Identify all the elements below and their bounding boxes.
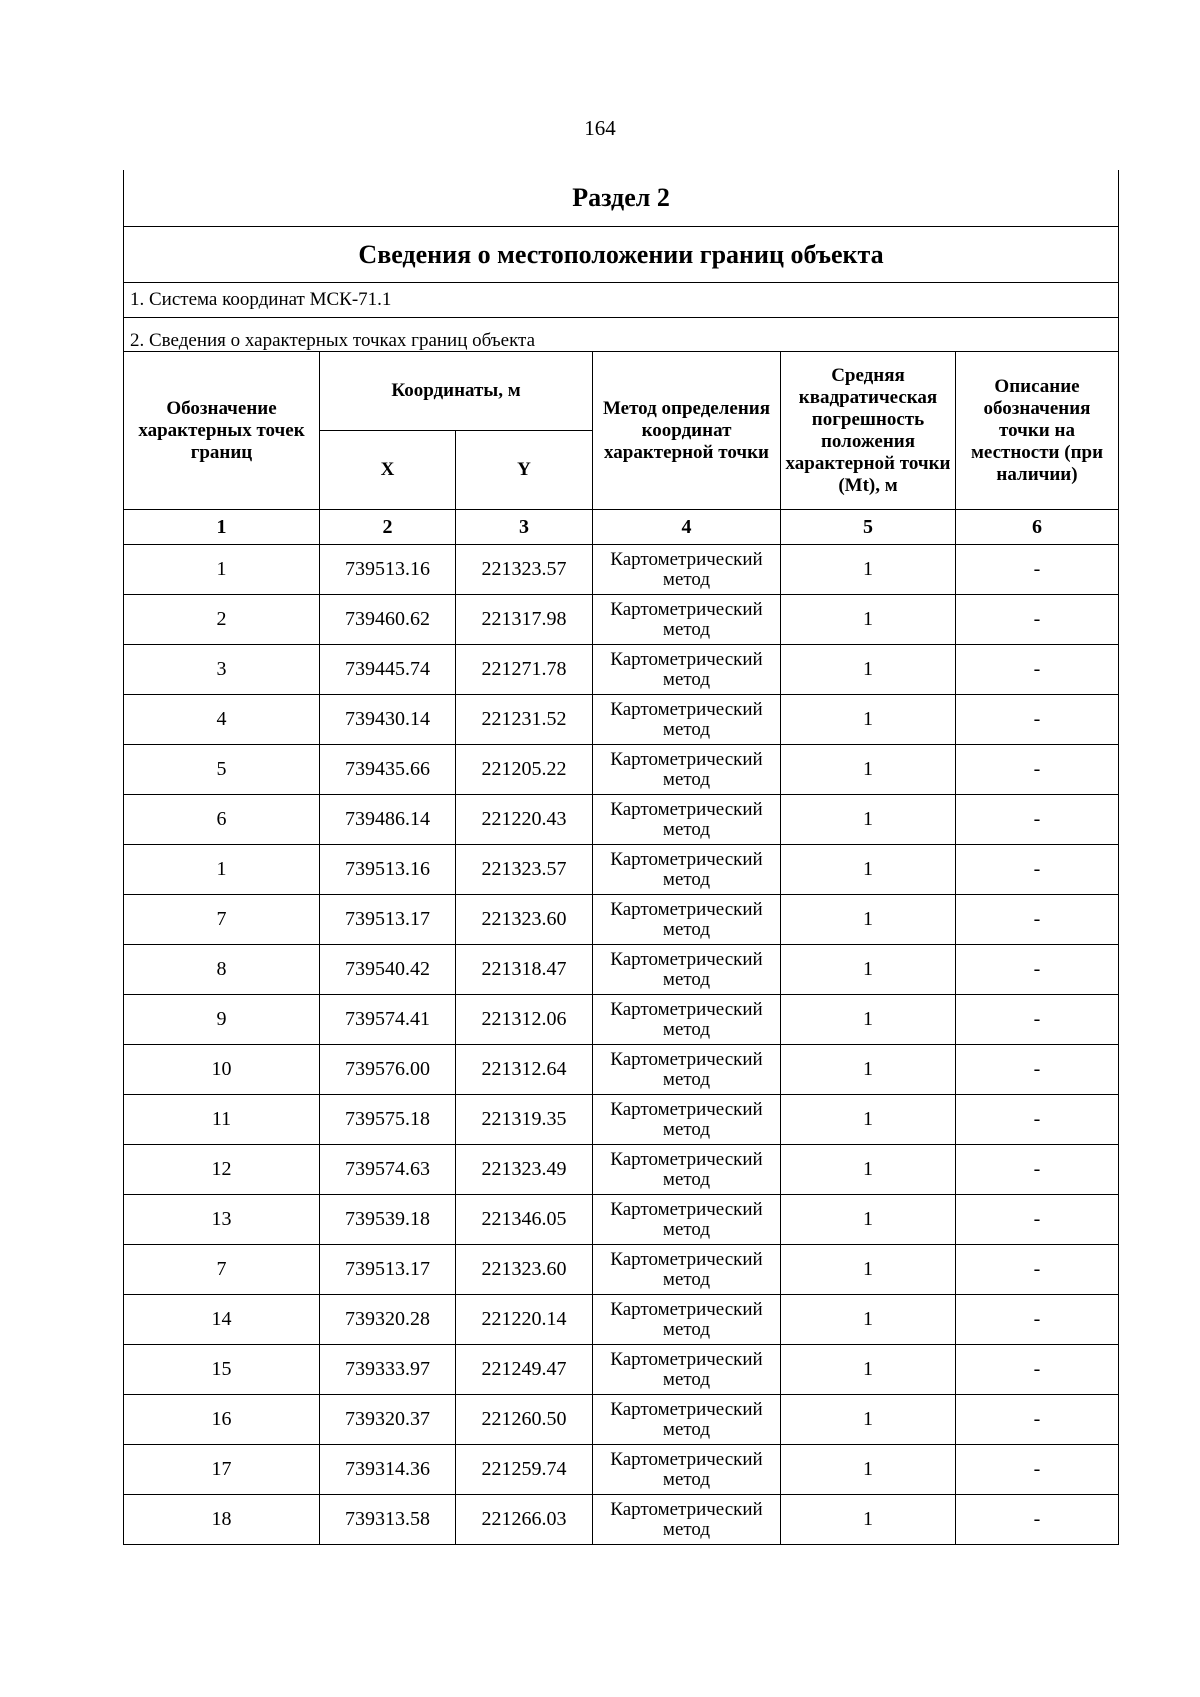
description-cell: -: [956, 995, 1119, 1045]
point-cell: 18: [124, 1495, 320, 1545]
method-cell: Картометрический метод: [593, 945, 781, 995]
table-row: [124, 645, 1119, 695]
header-y: Y: [456, 431, 593, 510]
method-cell: Картометрический метод: [593, 1345, 781, 1395]
accuracy-cell: 1: [781, 895, 956, 945]
y-coordinate-cell: 221220.43: [456, 795, 593, 845]
description-cell: -: [956, 1245, 1119, 1295]
header-designation: Обозначение характерных точек границ: [124, 352, 320, 510]
accuracy-cell: 1: [781, 1145, 956, 1195]
y-coordinate-cell: 221312.64: [456, 1045, 593, 1095]
accuracy-cell: 1: [781, 1095, 956, 1145]
y-coordinate-cell: 221271.78: [456, 645, 593, 695]
y-coordinate-cell: 221312.06: [456, 995, 593, 1045]
header-description: Описание обозначения точки на местности (при наличии): [956, 352, 1119, 510]
table-row: [124, 595, 1119, 645]
point-cell: 7: [124, 895, 320, 945]
method-cell: Картометрический метод: [593, 1445, 781, 1495]
y-coordinate-cell: 221323.49: [456, 1145, 593, 1195]
description-cell: -: [956, 1345, 1119, 1395]
point-cell: 14: [124, 1295, 320, 1345]
y-coordinate-cell: 221323.57: [456, 545, 593, 595]
point-cell: 5: [124, 745, 320, 795]
table-row: [124, 845, 1119, 895]
method-cell: Картометрический метод: [593, 1095, 781, 1145]
column-number: 2: [320, 510, 456, 545]
point-cell: 6: [124, 795, 320, 845]
column-number: 3: [456, 510, 593, 545]
description-cell: -: [956, 1445, 1119, 1495]
description-cell: -: [956, 1395, 1119, 1445]
accuracy-cell: 1: [781, 645, 956, 695]
table-row: [124, 545, 1119, 595]
boundary-table-wrapper: [123, 170, 1118, 1545]
accuracy-cell: 1: [781, 1045, 956, 1095]
method-cell: Картометрический метод: [593, 1145, 781, 1195]
y-coordinate-cell: 221231.52: [456, 695, 593, 745]
x-coordinate-cell: 739539.18: [320, 1195, 456, 1245]
description-cell: -: [956, 945, 1119, 995]
header-coordinates: Координаты, м: [320, 352, 593, 431]
table-row: [124, 795, 1119, 845]
column-number: 6: [956, 510, 1119, 545]
y-coordinate-cell: 221323.60: [456, 1245, 593, 1295]
description-cell: -: [956, 545, 1119, 595]
accuracy-cell: 1: [781, 1245, 956, 1295]
description-cell: -: [956, 1045, 1119, 1095]
accuracy-cell: 1: [781, 745, 956, 795]
y-coordinate-cell: 221323.57: [456, 845, 593, 895]
x-coordinate-cell: 739574.63: [320, 1145, 456, 1195]
section-subtitle: Сведения о местоположении границ объекта: [124, 227, 1119, 283]
y-coordinate-cell: 221259.74: [456, 1445, 593, 1495]
point-cell: 12: [124, 1145, 320, 1195]
accuracy-cell: 1: [781, 1495, 956, 1545]
description-cell: -: [956, 745, 1119, 795]
x-coordinate-cell: 739513.17: [320, 895, 456, 945]
x-coordinate-cell: 739513.16: [320, 845, 456, 895]
accuracy-cell: 1: [781, 1295, 956, 1345]
description-cell: -: [956, 595, 1119, 645]
accuracy-cell: 1: [781, 1395, 956, 1445]
point-cell: 1: [124, 845, 320, 895]
x-coordinate-cell: 739313.58: [320, 1495, 456, 1545]
column-number-row: [124, 510, 1119, 545]
description-cell: -: [956, 1195, 1119, 1245]
header-x: X: [320, 431, 456, 510]
y-coordinate-cell: 221249.47: [456, 1345, 593, 1395]
x-coordinate-cell: 739435.66: [320, 745, 456, 795]
header-accuracy: Средняя квадратическая погрешность положения характерной точки (Mt), м: [781, 352, 956, 510]
description-cell: -: [956, 1295, 1119, 1345]
x-coordinate-cell: 739540.42: [320, 945, 456, 995]
table-row: [124, 1045, 1119, 1095]
y-coordinate-cell: 221319.35: [456, 1095, 593, 1145]
point-cell: 11: [124, 1095, 320, 1145]
point-cell: 1: [124, 545, 320, 595]
table-row: [124, 1295, 1119, 1345]
table-row: [124, 945, 1119, 995]
table-row: [124, 1095, 1119, 1145]
x-coordinate-cell: 739430.14: [320, 695, 456, 745]
column-number: 5: [781, 510, 956, 545]
accuracy-cell: 1: [781, 795, 956, 845]
coordinate-system-line: 1. Система координат МСК-71.1: [124, 283, 1119, 318]
table-row: [124, 1445, 1119, 1495]
accuracy-cell: 1: [781, 945, 956, 995]
point-cell: 2: [124, 595, 320, 645]
x-coordinate-cell: 739320.28: [320, 1295, 456, 1345]
table-row: [124, 1245, 1119, 1295]
accuracy-cell: 1: [781, 1345, 956, 1395]
table-row: [124, 1345, 1119, 1395]
accuracy-cell: 1: [781, 1445, 956, 1495]
method-cell: Картометрический метод: [593, 645, 781, 695]
x-coordinate-cell: 739320.37: [320, 1395, 456, 1445]
description-cell: -: [956, 845, 1119, 895]
method-cell: Картометрический метод: [593, 1495, 781, 1545]
table-row: [124, 1145, 1119, 1195]
x-coordinate-cell: 739314.36: [320, 1445, 456, 1495]
method-cell: Картометрический метод: [593, 795, 781, 845]
y-coordinate-cell: 221205.22: [456, 745, 593, 795]
accuracy-cell: 1: [781, 1195, 956, 1245]
x-coordinate-cell: 739513.16: [320, 545, 456, 595]
accuracy-cell: 1: [781, 595, 956, 645]
x-coordinate-cell: 739486.14: [320, 795, 456, 845]
accuracy-cell: 1: [781, 545, 956, 595]
description-cell: -: [956, 645, 1119, 695]
y-coordinate-cell: 221317.98: [456, 595, 593, 645]
header-method: Метод определения координат характерной точки: [593, 352, 781, 510]
method-cell: Картометрический метод: [593, 1045, 781, 1095]
table-row: [124, 1495, 1119, 1545]
description-cell: -: [956, 1145, 1119, 1195]
method-cell: Картометрический метод: [593, 695, 781, 745]
method-cell: Картометрический метод: [593, 995, 781, 1045]
x-coordinate-cell: 739460.62: [320, 595, 456, 645]
method-cell: Картометрический метод: [593, 1195, 781, 1245]
column-number: 1: [124, 510, 320, 545]
table-row: [124, 1195, 1119, 1245]
x-coordinate-cell: 739575.18: [320, 1095, 456, 1145]
y-coordinate-cell: 221220.14: [456, 1295, 593, 1345]
description-cell: -: [956, 895, 1119, 945]
point-cell: 9: [124, 995, 320, 1045]
x-coordinate-cell: 739576.00: [320, 1045, 456, 1095]
table-row: [124, 745, 1119, 795]
y-coordinate-cell: 221266.03: [456, 1495, 593, 1545]
y-coordinate-cell: 221318.47: [456, 945, 593, 995]
x-coordinate-cell: 739513.17: [320, 1245, 456, 1295]
table-row: [124, 995, 1119, 1045]
point-cell: 13: [124, 1195, 320, 1245]
points-info-line: 2. Сведения о характерных точках границ объекта: [124, 318, 1119, 352]
point-cell: 16: [124, 1395, 320, 1445]
y-coordinate-cell: 221323.60: [456, 895, 593, 945]
table-row: [124, 1395, 1119, 1445]
accuracy-cell: 1: [781, 695, 956, 745]
method-cell: Картометрический метод: [593, 595, 781, 645]
accuracy-cell: 1: [781, 845, 956, 895]
method-cell: Картометрический метод: [593, 1295, 781, 1345]
point-cell: 4: [124, 695, 320, 745]
section-title: Раздел 2: [124, 170, 1119, 227]
description-cell: -: [956, 695, 1119, 745]
point-cell: 15: [124, 1345, 320, 1395]
boundary-points-table: [123, 170, 1119, 1545]
method-cell: Картометрический метод: [593, 1395, 781, 1445]
table-row: [124, 695, 1119, 745]
column-number: 4: [593, 510, 781, 545]
y-coordinate-cell: 221260.50: [456, 1395, 593, 1445]
table-row: [124, 895, 1119, 945]
method-cell: Картометрический метод: [593, 745, 781, 795]
point-cell: 17: [124, 1445, 320, 1495]
description-cell: -: [956, 1095, 1119, 1145]
method-cell: Картометрический метод: [593, 545, 781, 595]
x-coordinate-cell: 739445.74: [320, 645, 456, 695]
y-coordinate-cell: 221346.05: [456, 1195, 593, 1245]
method-cell: Картометрический метод: [593, 1245, 781, 1295]
method-cell: Картометрический метод: [593, 845, 781, 895]
accuracy-cell: 1: [781, 995, 956, 1045]
description-cell: -: [956, 795, 1119, 845]
point-cell: 7: [124, 1245, 320, 1295]
x-coordinate-cell: 739333.97: [320, 1345, 456, 1395]
page-number: 164: [584, 116, 616, 140]
point-cell: 3: [124, 645, 320, 695]
description-cell: -: [956, 1495, 1119, 1545]
x-coordinate-cell: 739574.41: [320, 995, 456, 1045]
point-cell: 8: [124, 945, 320, 995]
method-cell: Картометрический метод: [593, 895, 781, 945]
point-cell: 10: [124, 1045, 320, 1095]
